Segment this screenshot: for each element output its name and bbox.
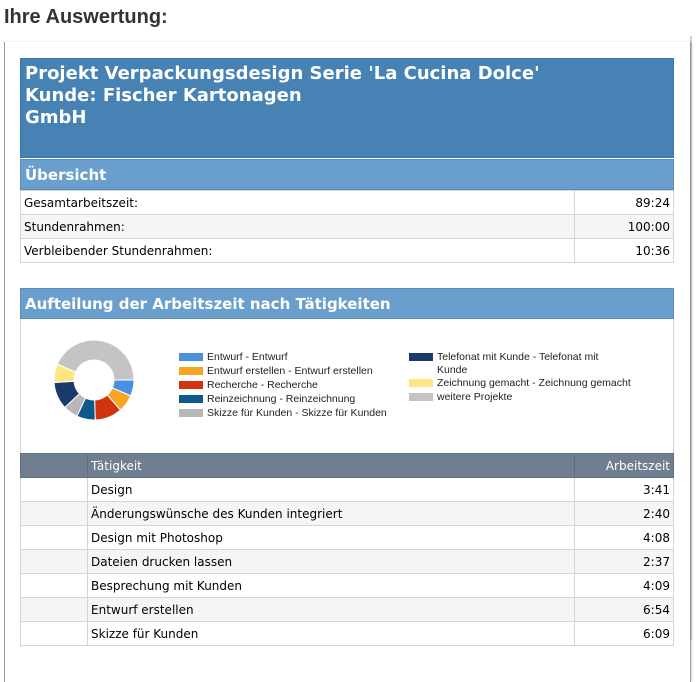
project-client: Kunde: Fischer Kartonagen bbox=[25, 85, 302, 106]
row-blank-cell bbox=[21, 478, 88, 502]
overview-label: Verbleibender Stundenrahmen: bbox=[21, 239, 575, 263]
time-cell: 4:09 bbox=[575, 574, 674, 598]
report-frame bbox=[4, 42, 691, 682]
activity-cell: Besprechung mit Kunden bbox=[88, 574, 575, 598]
chart-legend bbox=[21, 319, 675, 453]
legend-swatch bbox=[409, 393, 433, 401]
activity-cell: Entwurf erstellen bbox=[88, 598, 575, 622]
table-header-row bbox=[21, 454, 674, 478]
row-blank-cell bbox=[21, 622, 88, 646]
activity-section-header: Aufteilung der Arbeitszeit nach Tätigkeiten bbox=[20, 288, 674, 319]
project-client-suffix: GmbH bbox=[25, 107, 87, 128]
row-blank-cell bbox=[21, 574, 88, 598]
table-row bbox=[21, 622, 674, 646]
legend-label: Reinzeichnung - Reinzeichnung bbox=[207, 393, 356, 405]
row-blank-cell bbox=[21, 598, 88, 622]
project-title: Projekt Verpackungsdesign Serie 'La Cucina Dolce' bbox=[25, 63, 540, 84]
page-title: Ihre Auswertung: bbox=[4, 6, 168, 28]
overview-label: Stundenrahmen: bbox=[21, 215, 575, 239]
overview-value: 100:00 bbox=[575, 215, 674, 239]
overview-value: 89:24 bbox=[575, 191, 674, 215]
activity-cell: Design bbox=[88, 478, 575, 502]
project-header bbox=[20, 58, 674, 158]
time-cell: 3:41 bbox=[575, 478, 674, 502]
time-cell: 2:40 bbox=[575, 502, 674, 526]
legend-swatch bbox=[179, 395, 203, 403]
legend-swatch bbox=[409, 379, 433, 387]
activity-table bbox=[20, 453, 674, 646]
legend-label: Skizze für Kunden - Skizze für Kunden bbox=[207, 407, 387, 419]
activity-cell: Dateien drucken lassen bbox=[88, 550, 575, 574]
time-cell: 2:37 bbox=[575, 550, 674, 574]
legend-label: Entwurf - Entwurf bbox=[207, 351, 288, 363]
row-blank-cell bbox=[21, 550, 88, 574]
column-header-time: Arbeitszeit bbox=[575, 454, 674, 478]
table-row bbox=[21, 550, 674, 574]
legend-label: weitere Projekte bbox=[437, 391, 513, 403]
activity-cell: Design mit Photoshop bbox=[88, 526, 575, 550]
row-blank-cell bbox=[21, 526, 88, 550]
table-row bbox=[21, 598, 674, 622]
table-row bbox=[21, 191, 674, 215]
table-row bbox=[21, 502, 674, 526]
legend-label-line2: Kunde bbox=[437, 364, 468, 376]
legend-label: Zeichnung gemacht - Zeichnung gemacht bbox=[437, 377, 631, 389]
activity-cell: Skizze für Kunden bbox=[88, 622, 575, 646]
legend-swatch bbox=[179, 353, 203, 361]
table-row bbox=[21, 215, 674, 239]
overview-label: Gesamtarbeitszeit: bbox=[21, 191, 575, 215]
legend-swatch bbox=[179, 367, 203, 375]
table-row bbox=[21, 478, 674, 502]
table-row bbox=[21, 239, 674, 263]
column-header-activity: Tätigkeit bbox=[88, 454, 575, 478]
time-cell: 6:54 bbox=[575, 598, 674, 622]
time-cell: 4:08 bbox=[575, 526, 674, 550]
legend-label: Entwurf erstellen - Entwurf erstellen bbox=[207, 365, 373, 377]
row-blank-cell bbox=[21, 502, 88, 526]
legend-label bbox=[437, 351, 598, 377]
overview-section-header: Übersicht bbox=[20, 159, 674, 190]
overview-table bbox=[20, 190, 674, 263]
table-row bbox=[21, 574, 674, 598]
legend-label: Recherche - Recherche bbox=[207, 379, 318, 391]
activity-cell: Änderungswünsche des Kunden integriert bbox=[88, 502, 575, 526]
column-header-blank bbox=[21, 454, 88, 478]
time-cell: 6:09 bbox=[575, 622, 674, 646]
legend-label-line1: Telefonat mit Kunde - Telefonat mit bbox=[437, 351, 599, 363]
table-row bbox=[21, 526, 674, 550]
legend-swatch bbox=[179, 409, 203, 417]
chart-area bbox=[20, 319, 674, 453]
overview-value: 10:36 bbox=[575, 239, 674, 263]
legend-swatch bbox=[409, 353, 433, 361]
legend-swatch bbox=[179, 381, 203, 389]
